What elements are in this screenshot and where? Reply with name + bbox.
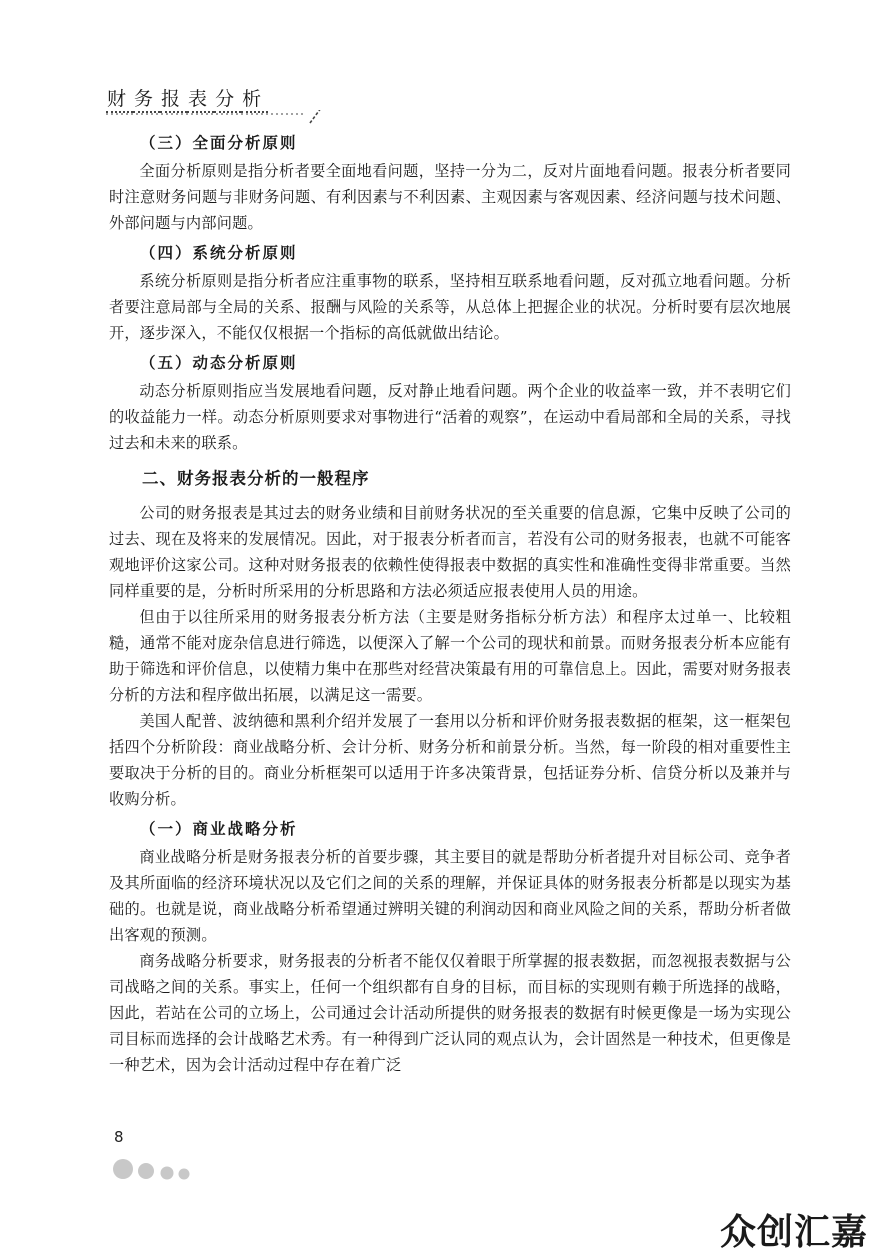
paragraph: 但由于以往所采用的财务报表分析方法（主要是财务指标分析方法）和程序太过单一、比较粗糙，通常不能对庞杂信息进行筛选，以便深入了解一个公司的现状和前景。而财务报表分析本应能有助于筛选和评价信息，以使精力集中在那些对经营决策最有用的可靠信息上。因此，需要对财务报表分析的方法和程序做出拓展，以满足这一需要。 — [109, 608, 791, 704]
header-char: 务 — [133, 84, 160, 113]
watermark-logo: 众创汇嘉 — [720, 1212, 869, 1253]
section-heading-dynamic: （五）动态分析原则 — [140, 354, 298, 372]
page-content — [109, 130, 791, 1078]
paragraph: 全面分析原则是指分析者要全面地看问题，坚持一分为二，反对片面地看问题。报表分析者要同时注意财务问题与非财务问题、有利因素与不利因素、主观因素与客观因素、经济问题与技术问题、外部问题与内部问题。 — [109, 162, 791, 232]
chapter-heading-general-procedure: 二、财务报表分析的一般程序 — [142, 469, 370, 488]
paragraph: 商务战略分析要求，财务报表的分析者不能仅仅着眼于所掌握的报表数据，而忽视报表数据与公司战略之间的关系。事实上，任何一个组织都有自身的目标，而目标的实现则有赖于所选择的战略，因此，若站在公司的立场上，公司通过会计活动所提供的财务报表的数据有时候更像是一场为实现公司目标而选择的会计战略艺术秀。有一种得到广泛认同的观点认为，会计固然是一种技术，但更像是一种艺术，因为会计活动过程中存在着广泛 — [109, 952, 791, 1074]
paragraph: 系统分析原则是指分析者应注重事物的联系，坚持相互联系地看问题，反对孤立地看问题。分析者要注意局部与全局的关系、报酬与风险的关系等，从总体上把握企业的状况。分析时要有层次地展开，逐步深入，不能仅仅根据一个指标的高低就做出结论。 — [109, 272, 791, 342]
header-char: 报 — [160, 84, 187, 113]
running-header — [106, 80, 326, 124]
header-char: 财 — [106, 84, 133, 113]
section-heading-comprehensive: （三）全面分析原则 — [140, 134, 298, 152]
header-char: 析 — [241, 84, 268, 113]
page-number: 8 — [114, 1128, 124, 1146]
paragraph: 商业战略分析是财务报表分析的首要步骤，其主要目的就是帮助分析者提升对目标公司、竞争者及其所面临的经济环境状况以及它们之间的关系的理解，并保证具体的财务报表分析都是以现实为基础的。也就是说，商业战略分析希望通过辨明关键的利润动因和商业风险之间的关系，帮助分析者做出客观的预测。 — [109, 848, 791, 944]
section-heading-business-strategy: （一）商业战略分析 — [140, 820, 298, 838]
header-char: 分 — [214, 84, 241, 113]
section-heading-systematic: （四）系统分析原则 — [140, 244, 298, 262]
running-header-title — [106, 84, 268, 113]
header-decoration-icon — [106, 110, 326, 124]
footer-dots-icon — [112, 1155, 202, 1185]
header-char: 表 — [187, 84, 214, 113]
paragraph: 公司的财务报表是其过去的财务业绩和目前财务状况的至关重要的信息源，它集中反映了公司的过去、现在及将来的发展情况。因此，对于报表分析者而言，若没有公司的财务报表，也就不可能客观地评价这家公司。这种对财务报表的依赖性使得报表中数据的真实性和准确性变得非常重要。当然同样重要的是，分析时所采用的分析思路和方法必须适应报表使用人员的用途。 — [109, 504, 791, 600]
paragraph: 美国人配普、波纳德和黑利介绍并发展了一套用以分析和评价财务报表数据的框架，这一框架包括四个分析阶段：商业战略分析、会计分析、财务分析和前景分析。当然，每一阶段的相对重要性主要取决于分析的目的。商业分析框架可以适用于许多决策背景，包括证券分析、信贷分析以及兼并与收购分析。 — [109, 712, 791, 808]
paragraph: 动态分析原则指应当发展地看问题，反对静止地看问题。两个企业的收益率一致，并不表明它们的收益能力一样。动态分析原则要求对事物进行“活着的观察”，在运动中看局部和全局的关系，寻找过去和未来的联系。 — [109, 382, 791, 452]
